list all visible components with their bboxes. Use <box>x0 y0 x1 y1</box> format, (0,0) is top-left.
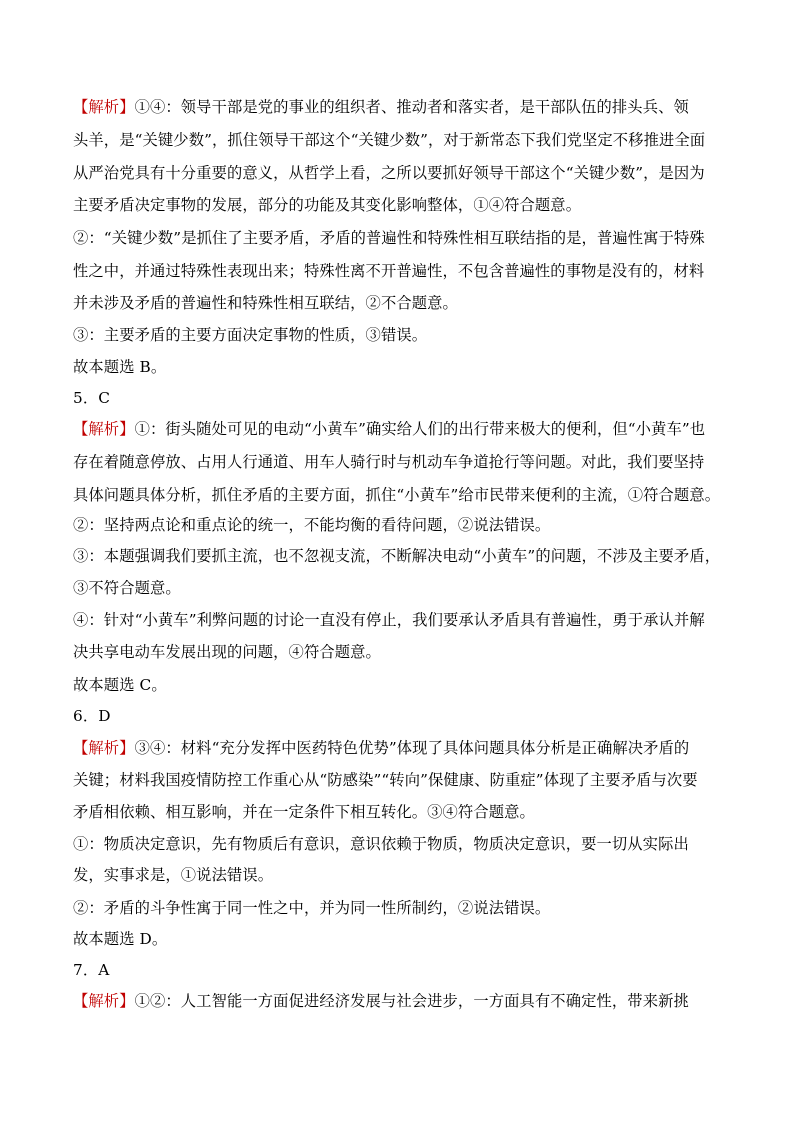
line-text: 头羊，是“关键少数”，抓住领导干部这个“关键少数”，对于新常态下我们党坚定不移推进全面 <box>73 131 706 149</box>
text-line <box>73 797 733 827</box>
line-text: 故本题选 D。 <box>73 930 168 948</box>
text-line <box>73 893 733 923</box>
text-line <box>73 288 733 318</box>
analysis-tag: 【解析】 <box>73 739 135 757</box>
line-text: 5．C <box>73 389 111 407</box>
line-text: ③：本题强调我们要抓主流，也不忽视支流，不断解决电动“小黄车”的问题，不涉及主要矛盾， <box>73 547 721 565</box>
line-text: ①：街头随处可见的电动“小黄车”确实给人们的出行带来极大的便利，但“小黄车”也 <box>134 420 706 438</box>
text-line <box>73 92 733 122</box>
line-text: 关键；材料我国疫情防控工作重心从“防感染”“转向”保健康、防重症”体现了主要矛盾与次要 <box>73 771 698 789</box>
line-text: ①④：领导干部是党的事业的组织者、推动者和落实者，是干部队伍的排头兵、领 <box>134 98 689 116</box>
text-line <box>73 510 733 540</box>
line-text: 从严治党具有十分重要的意义，从哲学上看，之所以要抓好领导干部这个“关键少数”，是因为 <box>73 164 705 182</box>
line-text: ②：矛盾的斗争性寓于同一性之中，并为同一性所制约，②说法错误。 <box>73 899 551 917</box>
text-line <box>73 605 733 635</box>
line-text: 具体问题具体分析，抓住矛盾的主要方面，抓住“小黄车”给市民带来便利的主流，①符合题意。 <box>73 486 721 504</box>
text-line <box>73 125 733 155</box>
text-line <box>73 414 733 444</box>
line-text: 矛盾相依赖、相互影响，并在一定条件下相互转化。③④符合题意。 <box>73 803 535 821</box>
text-line <box>73 860 733 890</box>
analysis-tag: 【解析】 <box>73 992 135 1010</box>
text-line <box>73 480 733 510</box>
line-text: ④：针对“小黄车”利弊问题的讨论一直没有停止，我们要承认矛盾具有普遍性，勇于承认并解 <box>73 611 705 629</box>
line-text: 决共享电动车发展出现的问题，④符合题意。 <box>73 643 381 661</box>
text-line <box>73 986 733 1016</box>
text-line <box>73 670 733 700</box>
text-line <box>73 352 733 382</box>
line-text: 故本题选 B。 <box>73 358 167 376</box>
text-line <box>73 320 733 350</box>
line-text: ①：物质决定意识，先有物质后有意识，意识依赖于物质，物质决定意识，要一切从实际出 <box>73 835 689 853</box>
line-text: 存在着随意停放、占用人行通道、用车人骑行时与机动车争道抢行等问题。对此，我们要坚持 <box>73 453 705 471</box>
text-line <box>73 637 733 667</box>
line-text: 6．D <box>73 707 111 725</box>
line-text: ③：主要矛盾的主要方面决定事物的性质，③错误。 <box>73 326 428 344</box>
line-text: 性之中，并通过特殊性表现出来；特殊性离不开普遍性，不包含普遍性的事物是没有的，材料 <box>73 262 705 280</box>
text-line <box>73 447 733 477</box>
analysis-tag: 【解析】 <box>73 420 135 438</box>
line-text: 并未涉及矛盾的普遍性和特殊性相互联结，②不合题意。 <box>73 294 458 312</box>
line-text: 发，实事求是，①说法错误。 <box>73 866 274 884</box>
line-text: ②：坚持两点论和重点论的统一，不能均衡的看待问题，②说法错误。 <box>73 516 551 534</box>
line-text: 主要矛盾决定事物的发展，部分的功能及其变化影响整体，①④符合题意。 <box>73 196 582 214</box>
analysis-tag: 【解析】 <box>73 98 135 116</box>
line-text: ①②：人工智能一方面促进经济发展与社会进步，一方面具有不确定性，带来新挑 <box>134 992 689 1010</box>
line-text: ③不符合题意。 <box>73 579 181 597</box>
text-line <box>73 733 733 763</box>
text-line <box>73 573 733 603</box>
question-number <box>73 383 733 413</box>
text-line <box>73 190 733 220</box>
line-text: 故本题选 C。 <box>73 676 167 694</box>
line-text: ③④：材料“充分发挥中医药特色优势”体现了具体问题具体分析是正确解决矛盾的 <box>134 739 690 757</box>
text-line <box>73 765 733 795</box>
question-number <box>73 701 733 731</box>
text-line <box>73 158 733 188</box>
text-line <box>73 829 733 859</box>
line-text: ②：“关键少数”是抓住了主要矛盾，矛盾的普遍性和特殊性相互联结指的是，普遍性寓于特殊 <box>73 229 705 247</box>
text-line <box>73 924 733 954</box>
text-line <box>73 223 733 253</box>
text-line <box>73 256 733 286</box>
line-text: 7．A <box>73 961 110 979</box>
question-number <box>73 955 733 985</box>
text-line <box>73 541 733 571</box>
